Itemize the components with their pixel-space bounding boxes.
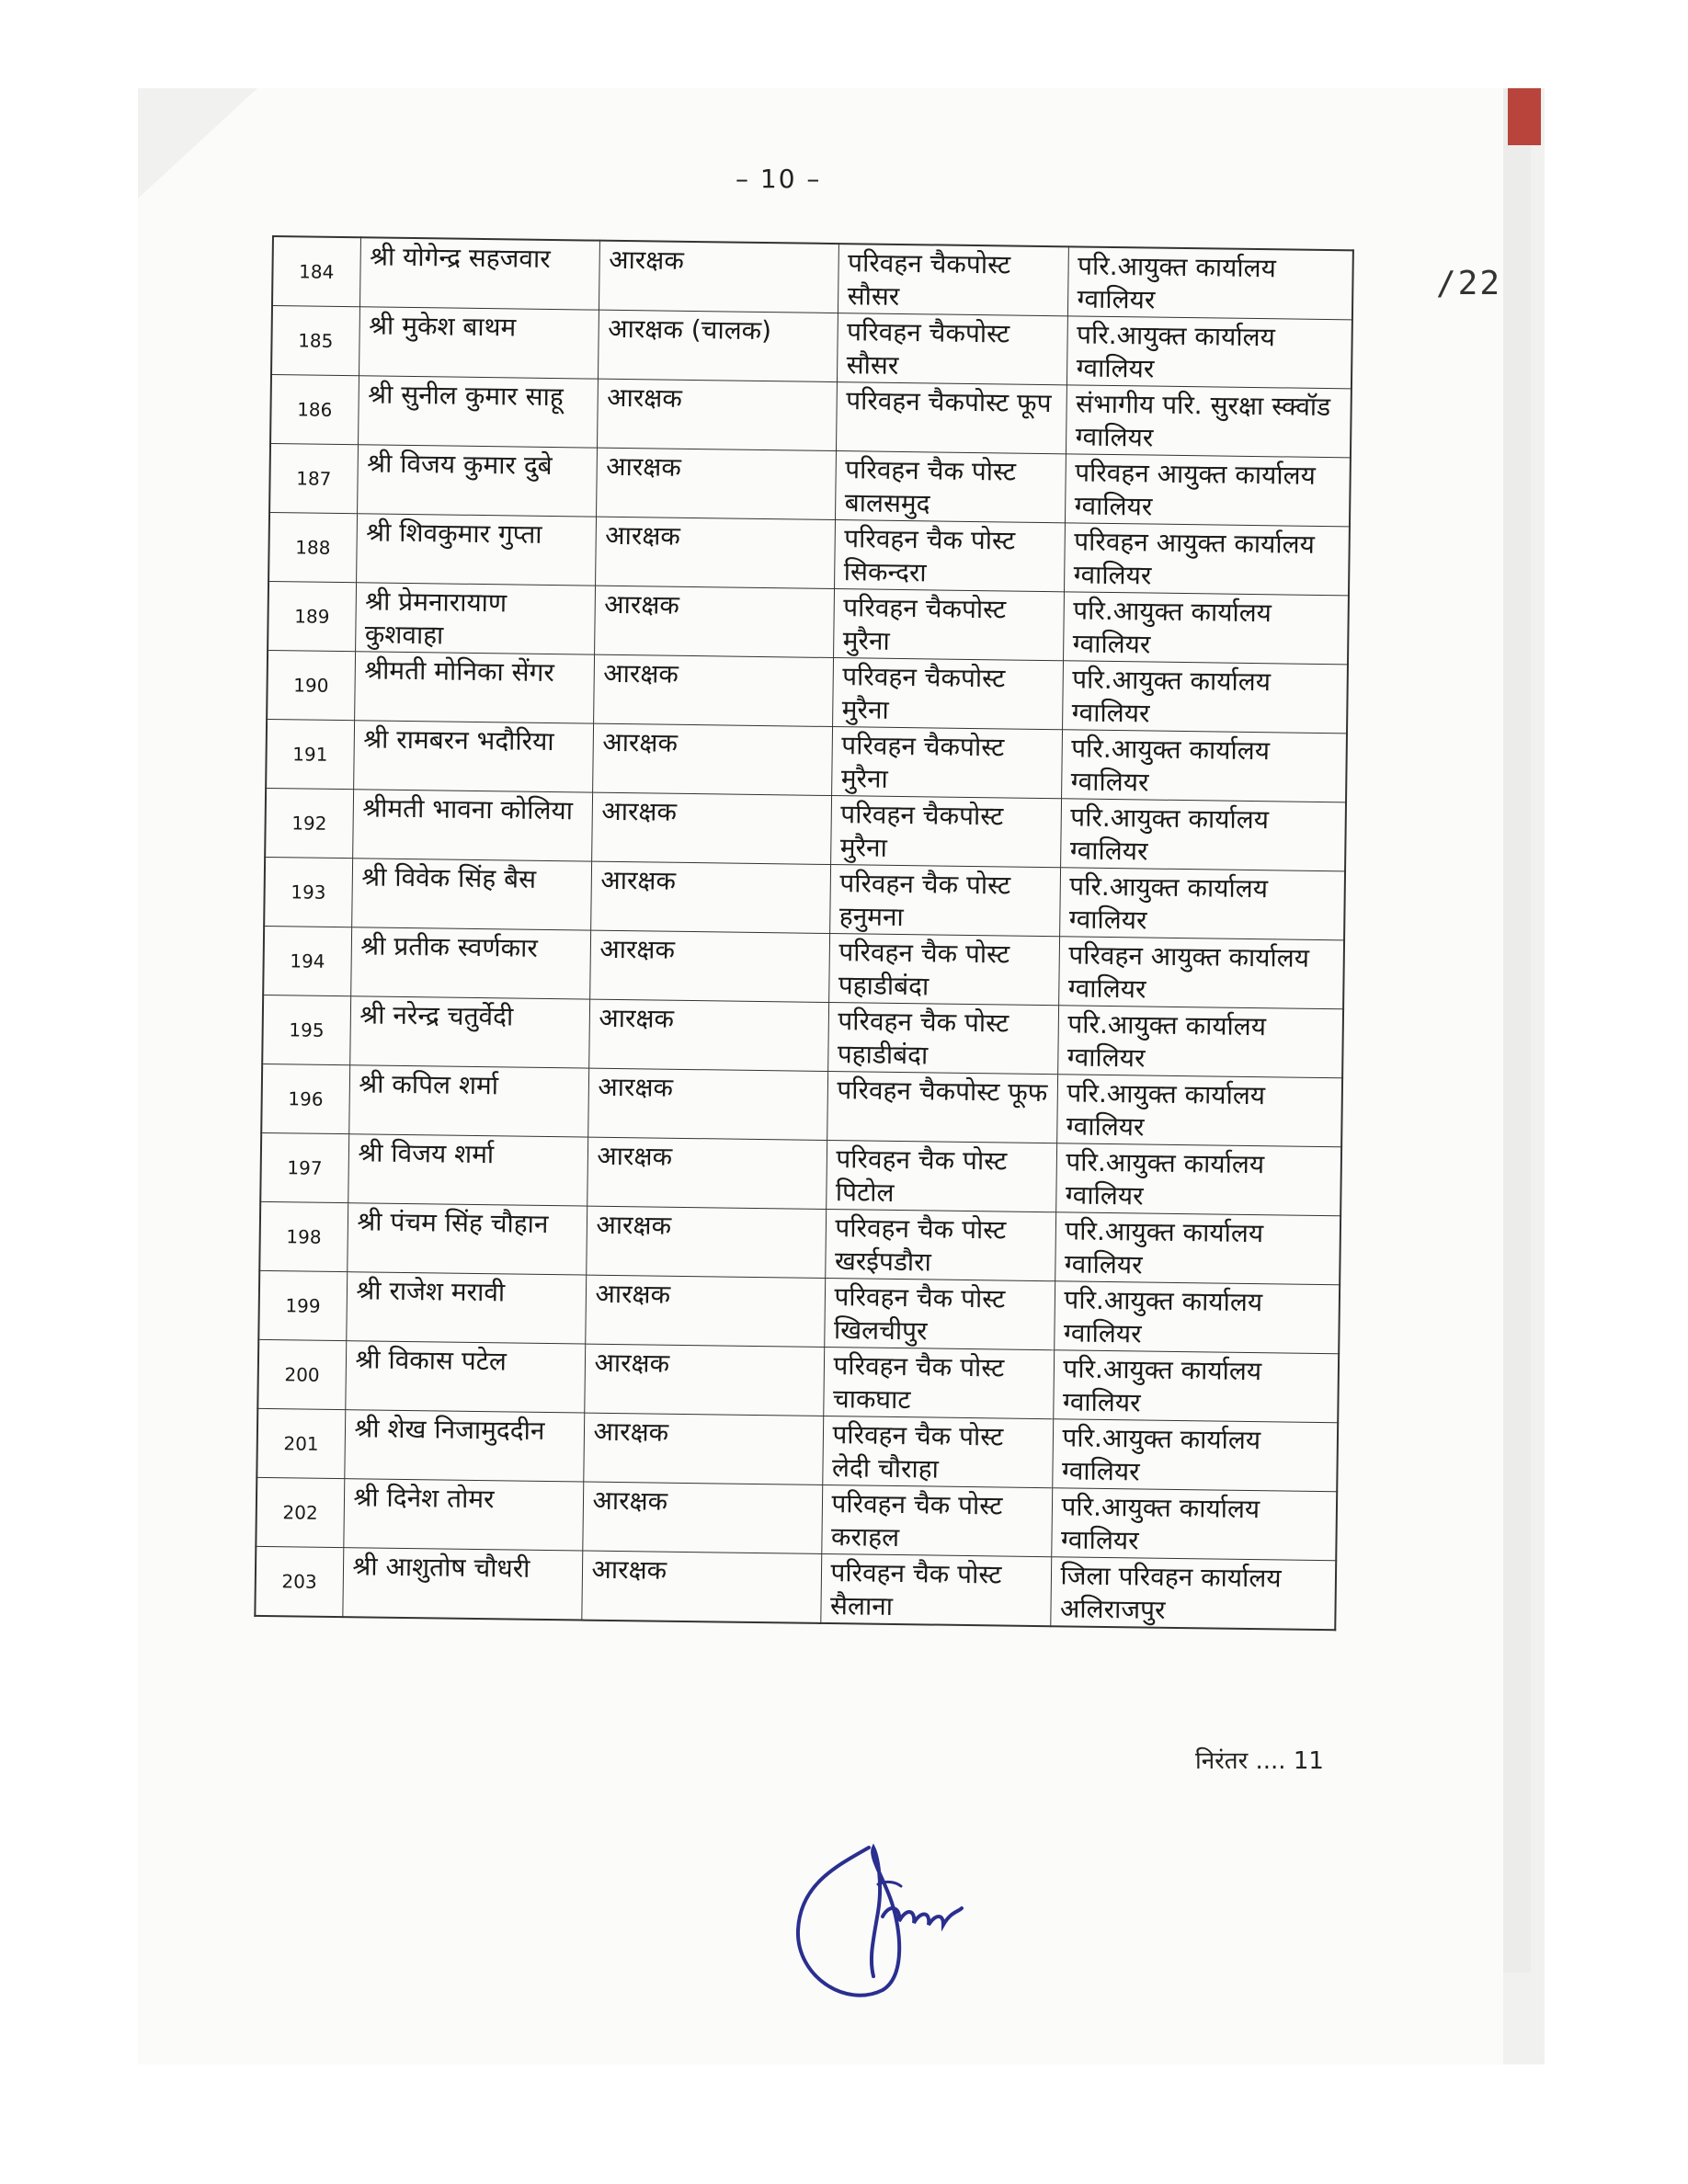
signature-icon	[781, 1829, 1002, 2013]
employee-name-cell: श्री प्रतीक स्वर्णकार	[350, 927, 590, 999]
employee-name-cell: श्री शिवकुमार गुप्ता	[356, 514, 596, 586]
designation-cell: आरक्षक	[587, 1068, 827, 1140]
designation-cell: आरक्षक	[599, 241, 838, 313]
employee-name-cell: श्री दिनेश तोमर	[343, 1479, 583, 1551]
designation-cell: आरक्षक	[584, 1344, 824, 1416]
serial-number-cell: 187	[269, 443, 358, 513]
current-posting-cell: परिवहन चैकपोस्ट मुरैना	[832, 658, 1063, 730]
employee-name-cell: श्री योगेन्द्र सहजवार	[359, 237, 599, 310]
new-posting-cell: परि.आयुक्त कार्यालय ग्वालियर	[1057, 1006, 1343, 1078]
current-posting-cell: परिवहन चैक पोस्ट खिलचीपुर	[824, 1278, 1055, 1349]
employee-name-cell: श्री नरेन्द्र चतुर्वेदी	[349, 996, 589, 1068]
current-posting-cell: परिवहन चैक पोस्ट कराहल	[821, 1484, 1052, 1556]
new-posting-cell: परि.आयुक्त कार्यालय ग्वालियर	[1051, 1488, 1337, 1561]
employee-name-cell: श्री प्रेमनारायाण कुशवाहा	[355, 583, 595, 654]
new-posting-cell: संभागीय परि. सुरक्षा स्क्वॉड ग्वालियर	[1066, 385, 1352, 458]
current-posting-cell: परिवहन चैकपोस्ट मुरैना	[831, 727, 1062, 799]
serial-number-cell: 202	[256, 1477, 344, 1547]
designation-cell: आरक्षक	[586, 1206, 826, 1278]
employee-name-cell: श्री राजेश मरावी	[346, 1272, 586, 1344]
employee-name-cell: श्री विजय कुमार दुबे	[357, 445, 597, 517]
serial-number-cell: 190	[267, 650, 355, 720]
new-posting-cell: परि.आयुक्त कार्यालय ग्वालियर	[1055, 1143, 1341, 1216]
employee-name-cell: श्री विवेक सिंह बैस	[351, 859, 591, 930]
serial-number-cell: 185	[271, 306, 359, 376]
designation-cell: आरक्षक	[597, 379, 837, 450]
new-posting-cell: परि.आयुक्त कार्यालय ग्वालियर	[1066, 316, 1352, 389]
current-posting-cell: परिवहन चैक पोस्ट पहाडीबंदा	[827, 1002, 1058, 1074]
new-posting-cell: परि.आयुक्त कार्यालय ग्वालियर	[1060, 799, 1346, 871]
new-posting-cell: परि.आयुक्त कार्यालय ग्वालियर	[1059, 868, 1345, 940]
designation-cell: आरक्षक	[583, 1413, 823, 1484]
current-posting-cell: परिवहन चैकपोस्ट मुरैना	[830, 796, 1061, 868]
designation-cell: आरक्षक	[581, 1551, 821, 1623]
designation-cell: आरक्षक	[596, 448, 836, 519]
new-posting-cell: जिला परिवहन कार्यालय अलिराजपुर	[1050, 1557, 1336, 1631]
designation-cell: आरक्षक	[585, 1275, 825, 1347]
designation-cell: आरक्षक	[590, 861, 830, 933]
current-posting-cell: परिवहन चैकपोस्ट सौसर	[837, 313, 1067, 385]
employee-name-cell: श्री पंचम सिंह चौहान	[347, 1203, 587, 1275]
transfer-table-body	[255, 236, 1353, 1630]
new-posting-cell: परिवहन आयुक्त कार्यालय ग्वालियर	[1065, 454, 1351, 527]
serial-number-cell: 201	[257, 1408, 345, 1478]
current-posting-cell: परिवहन चैक पोस्ट पिटोल	[826, 1140, 1056, 1211]
designation-cell: आरक्षक	[587, 1137, 827, 1209]
employee-name-cell: श्री मुकेश बाथम	[359, 307, 599, 379]
new-posting-cell: परि.आयुक्त कार्यालय ग्वालियर	[1055, 1212, 1340, 1285]
current-posting-cell: परिवहन चैकपोस्ट फूप	[836, 382, 1066, 454]
designation-cell: आरक्षक	[582, 1482, 822, 1553]
serial-number-cell: 184	[272, 236, 360, 307]
new-posting-cell: परि.आयुक्त कार्यालय ग्वालियर	[1052, 1419, 1338, 1492]
current-posting-cell: परिवहन चैकपोस्ट फूफ	[827, 1071, 1057, 1143]
current-posting-cell: परिवहन चैकपोस्ट मुरैना	[833, 589, 1064, 661]
serial-number-cell: 189	[268, 581, 356, 651]
new-posting-cell: परि.आयुक्त कार्यालय ग्वालियर	[1056, 1075, 1342, 1147]
current-posting-cell: परिवहन चैकपोस्ट सौसर	[838, 244, 1068, 316]
page-side-mark: /22	[1436, 265, 1502, 302]
new-posting-cell: परि.आयुक्त कार्यालय ग्वालियर	[1062, 661, 1348, 734]
employee-name-cell: श्री आशुतोष चौधरी	[342, 1548, 582, 1621]
serial-number-cell: 203	[255, 1546, 343, 1617]
continued-label: निरंतर .... 11	[1195, 1747, 1324, 1775]
designation-cell: आरक्षक	[594, 586, 834, 657]
employee-name-cell: श्री विकास पटेल	[345, 1341, 585, 1413]
red-binder-edge	[1508, 88, 1541, 145]
current-posting-cell: परिवहन चैक पोस्ट लेदी चौराहा	[822, 1416, 1053, 1487]
employee-name-cell: श्रीमती भावना कोलिया	[352, 790, 592, 861]
new-posting-cell: परि.आयुक्त कार्यालय ग्वालियर	[1053, 1350, 1339, 1423]
current-posting-cell: परिवहन चैक पोस्ट हनुमना	[829, 865, 1060, 937]
employee-name-cell: श्री सुनील कुमार साहू	[358, 376, 598, 448]
designation-cell: आरक्षक	[593, 654, 833, 726]
page-number: – 10 –	[736, 164, 822, 194]
employee-name-cell: श्री कपिल शर्मा	[348, 1065, 588, 1137]
new-posting-cell: परि.आयुक्त कार्यालय ग्वालियर	[1063, 592, 1349, 665]
current-posting-cell: परिवहन चैक पोस्ट खरईपडौरा	[825, 1209, 1055, 1280]
designation-cell: आरक्षक	[592, 723, 832, 795]
new-posting-cell: परिवहन आयुक्त कार्यालय ग्वालियर	[1064, 523, 1350, 596]
current-posting-cell: परिवहन चैक पोस्ट पहाडीबंदा	[828, 933, 1059, 1005]
designation-cell: आरक्षक	[589, 930, 829, 1002]
new-posting-cell: परिवहन आयुक्त कार्यालय ग्वालियर	[1058, 937, 1344, 1009]
employee-name-cell: श्री शेख निजामुददीन	[344, 1410, 584, 1482]
current-posting-cell: परिवहन चैक पोस्ट चाकघाट	[823, 1347, 1054, 1418]
current-posting-cell: परिवहन चैक पोस्ट सैलाना	[820, 1553, 1051, 1626]
designation-cell: आरक्षक (चालक)	[598, 310, 838, 381]
current-posting-cell: परिवहन चैक पोस्ट सिकन्दरा	[834, 520, 1065, 592]
serial-number-cell: 199	[258, 1270, 347, 1340]
serial-number-cell: 186	[270, 375, 359, 445]
serial-number-cell: 200	[257, 1339, 346, 1409]
serial-number-cell: 198	[259, 1201, 348, 1271]
serial-number-cell: 191	[266, 719, 354, 789]
new-posting-cell: परि.आयुक्त कार्यालय ग्वालियर	[1054, 1281, 1340, 1354]
serial-number-cell: 192	[265, 788, 353, 858]
employee-name-cell: श्री विजय शर्मा	[348, 1134, 587, 1206]
serial-number-cell: 195	[262, 995, 350, 1064]
designation-cell: आरक्षक	[591, 792, 831, 864]
designation-cell: आरक्षक	[588, 999, 828, 1071]
employee-name-cell: श्री रामबरन भदौरिया	[353, 721, 593, 792]
new-posting-cell: परि.आयुक्त कार्यालय ग्वालियर	[1067, 246, 1353, 320]
serial-number-cell: 193	[264, 857, 352, 927]
transfer-table	[254, 235, 1354, 1631]
current-posting-cell: परिवहन चैक पोस्ट बालसमुद	[835, 451, 1066, 523]
serial-number-cell: 188	[268, 512, 357, 582]
employee-name-cell: श्रीमती मोनिका सेंगर	[354, 652, 594, 723]
transfer-table-wrapper	[254, 235, 1352, 1631]
serial-number-cell: 196	[261, 1064, 349, 1133]
new-posting-cell: परि.आयुक्त कार्यालय ग्वालियर	[1061, 730, 1347, 802]
serial-number-cell: 197	[260, 1132, 348, 1202]
designation-cell: आरक्षक	[595, 517, 835, 588]
serial-number-cell: 194	[263, 926, 351, 995]
table-row	[255, 1546, 1336, 1630]
